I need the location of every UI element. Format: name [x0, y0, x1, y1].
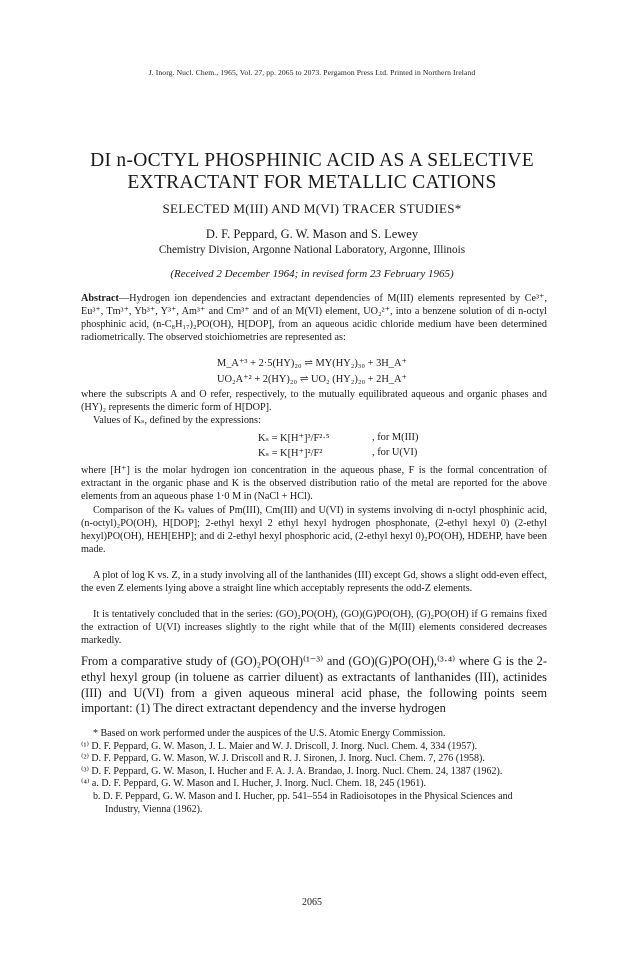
reference-2: ⁽²⁾ D. F. Peppard, G. W. Mason, W. J. Driscoll and R. J. Sironen, J. Inorg. Nucl. Chem. 7, 276 (1958).	[81, 753, 485, 765]
reference-4a: ⁽⁴⁾ a. D. F. Peppard, G. W. Mason and I. Hucher, J. Inorg. Nucl. Chem. 18, 245 (1961).	[81, 778, 427, 790]
abstract-paragraph-4: where [H⁺] is the molar hydrogen ion concentration in the aqueous phase, F is the formal concentration of extractant in the organic phase and K is the observed distribution ratio of the metal are reported for the above elements from an aqueous phase 1·0 M in (NaCl + HCl).	[81, 465, 547, 502]
footnotes	[81, 728, 547, 816]
abstract-paragraph-3: Values of Kₛ, defined by the expressions:	[93, 415, 261, 426]
abstract-label: Abstract	[81, 293, 119, 304]
abstract-text-1: —Hydrogen ion dependencies and extractant dependencies of M(III) elements represented by Ce³⁺, Eu³⁺, Tm³⁺, Yb³⁺, Y³⁺, Am³⁺ and Cm³⁺ and of an M(VI) element, UO₂²⁺, into a benzene solution of di n-octyl phosphinic acid, (n-C₈H₁₇)₂PO(OH), H[DOP], from an aqueous acidic chloride medium have been determined radiometrically. The observed stoichiometries are represented as:	[81, 293, 547, 343]
body-paragraph-1: From a comparative study of (GO)₂PO(OH)⁽¹⁻³⁾ and (GO)(G)PO(OH),⁽³·⁴⁾ where G is the 2-ethyl hexyl group (in toluene as carrier diluent) as extractants of lanthanides (III), actinides (III) and U(VI) from a given aqueous mineral acid phase, the following points seem important: (1) The direct extractant dependency and the inverse hydrogen	[81, 654, 547, 716]
authors: D. F. Peppard, G. W. Mason and S. Lewey	[205, 227, 419, 241]
abstract-paragraph-5: Comparison of the Kₛ values of Pm(III), Cm(III) and U(VI) in systems involving di n-octyl phosphinic acid, (n-octyl)₂PO(OH), H[DOP]; 2-ethyl hexyl 2 ethyl hexyl hydrogen phosphonate, (2-ethyl hexyl 0) (2-ethyl hexyl)PO(OH), HEH[EHP]; and di 2-ethyl hexyl phosphoric acid, (2-ethyl hexyl 0)₂PO(OH), HDEHP, have been made.	[81, 505, 547, 555]
reference-1: ⁽¹⁾ D. F. Peppard, G. W. Mason, J. L. Maier and W. J. Driscoll, J. Inorg. Nucl. Chem. 4, 334 (1957).	[81, 740, 478, 752]
received-dates: (Received 2 December 1964; in revised form 23 February 1965)	[170, 268, 454, 280]
title-line-1: DI n-OCTYL PHOSPHINIC ACID AS A SELECTIVE	[90, 150, 534, 171]
equation-ks-u6: Kₛ = K[H⁺]²/F²	[258, 448, 323, 459]
equation-ks-m3: Kₛ = K[H⁺]³/F²·⁵	[258, 433, 330, 444]
equation-m3: M_A⁺³ + 2·5(HY)₂₀ ⇌ MY(HY₂)₃₀ + 3H_A⁺	[217, 358, 407, 369]
running-header: J. Inorg. Nucl. Chem., 1965, Vol. 27, pp. 2065 to 2073. Pergamon Press Ltd. Printed in Northern Ireland	[148, 68, 476, 77]
page-number: 2065	[302, 897, 322, 908]
abstract-paragraph-7: It is tentatively concluded that in the series: (GO)₂PO(OH), (GO)(G)PO(OH), (G)₂PO(OH) if G remains fixed the extraction of U(VI) increases slightly to the right while that of the M(III) elements considered decreases markedly.	[81, 609, 547, 646]
article-title	[40, 150, 584, 194]
article-subtitle: SELECTED M(III) AND M(VI) TRACER STUDIES*	[162, 201, 462, 216]
title-line-2: EXTRACTANT FOR METALLIC CATIONS	[127, 172, 497, 193]
equation-uo2: UO₂A⁺² + 2(HY)₂₀ ⇌ UO₂ (HY₂)₂₀ + 2H_A⁺	[216, 374, 408, 385]
affiliation: Chemistry Division, Argonne National Laboratory, Argonne, Illinois	[158, 244, 466, 256]
abstract-paragraph-2: where the subscripts A and O refer, respectively, to the mutually equilibrated aqueous and organic phases and (HY)₂ represents the dimeric form of H[DOP].	[81, 389, 547, 413]
footnote-funding: * Based on work performed under the auspices of the U.S. Atomic Energy Commission.	[93, 728, 446, 739]
equation-ks-u6-note: , for U(VI)	[372, 447, 418, 458]
reference-3: ⁽³⁾ D. F. Peppard, G. W. Mason, I. Hucher and F. A. J. A. Brandao, J. Inorg. Nucl. Chem. 24, 1387 (1962).	[81, 765, 503, 777]
reference-4b: b. D. F. Peppard, G. W. Mason and I. Hucher, pp. 541–554 in Radioisotopes in the Physical Sciences and Industry, Vienna (1962).	[93, 790, 513, 815]
abstract-paragraph-6: A plot of log K vs. Z, in a study involving all of the lanthanides (III) except Gd, shows a slight odd-even effect, the even Z elements lying above a straight line which acceptably represents the odd-Z elements.	[81, 570, 547, 594]
equation-ks-m3-note: , for M(III)	[372, 432, 419, 443]
abstract-paragraph-1	[81, 292, 547, 344]
